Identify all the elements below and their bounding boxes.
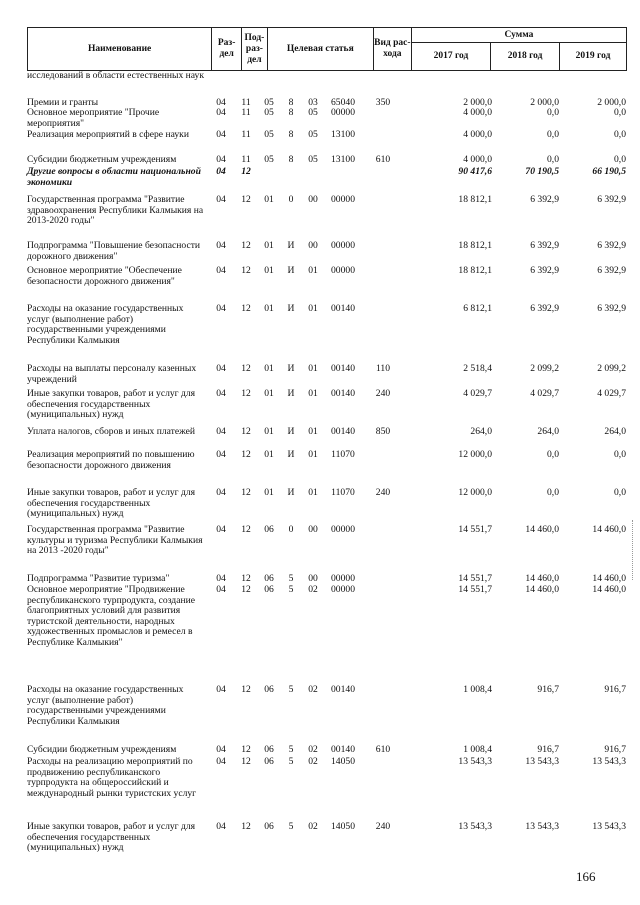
cell-podrazdel: 12 [241, 821, 251, 832]
cell-cs-direction: 00140 [331, 744, 355, 755]
cell-sum-2019: 6 392,9 [597, 265, 626, 276]
cell-cs-program: 01 [264, 194, 274, 205]
cell-sum-2017: 2 518,4 [463, 363, 492, 374]
cell-cs-program: 05 [264, 129, 274, 140]
cell-cs-subprogram: 5 [288, 584, 294, 595]
cell-sum-2019: 6 392,9 [597, 240, 626, 251]
cell-razdel: 04 [216, 573, 226, 584]
cell-cs-event: 00 [308, 573, 318, 584]
cell-cs-subprogram: 8 [288, 97, 294, 108]
cell-podrazdel: 12 [241, 684, 251, 695]
cell-cs-subprogram: 8 [288, 129, 294, 140]
cell-razdel: 04 [216, 524, 226, 535]
cell-razdel: 04 [216, 154, 226, 165]
cell-cs-subprogram: И [287, 240, 295, 251]
cell-cs-direction: 13100 [331, 129, 355, 140]
cell-sum-2019: 916,7 [604, 744, 626, 755]
cell-sum-2018: 14 460,0 [525, 524, 559, 535]
cell-sum-2018: 6 392,9 [530, 265, 559, 276]
cell-cs-subprogram: И [287, 426, 295, 437]
cell-cs-direction: 00000 [331, 107, 355, 118]
cell-cs-direction: 00000 [331, 584, 355, 595]
row-name: Субсидии бюджетным учреждениям [27, 744, 177, 755]
cell-sum-2019: 2 000,0 [597, 97, 626, 108]
cell-sum-2019: 264,0 [604, 426, 626, 437]
cell-podrazdel: 12 [241, 194, 251, 205]
cell-cs-event: 05 [308, 129, 318, 140]
cell-razdel: 04 [216, 240, 226, 251]
cell-sum-2018: 6 392,9 [530, 303, 559, 314]
cell-podrazdel: 12 [241, 744, 251, 755]
cell-cs-subprogram: И [287, 487, 295, 498]
cell-sum-2018: 6 392,9 [530, 194, 559, 205]
cell-cs-program: 06 [264, 756, 274, 767]
cell-podrazdel: 11 [241, 129, 251, 140]
cell-sum-2018: 0,0 [547, 107, 559, 118]
cell-cs-program: 05 [264, 97, 274, 108]
row-name: Субсидии бюджетным учреждениям [27, 154, 177, 165]
cell-cs-direction: 11070 [331, 449, 355, 460]
cell-sum-2019: 916,7 [604, 684, 626, 695]
cell-cs-program: 05 [264, 154, 274, 165]
cell-sum-2017: 18 812,1 [458, 240, 492, 251]
cell-razdel: 04 [216, 166, 226, 177]
cell-cs-event: 01 [308, 363, 318, 374]
cell-sum-2019: 4 029,7 [597, 388, 626, 399]
cell-cs-program: 01 [264, 426, 274, 437]
cell-sum-2019: 14 460,0 [592, 573, 626, 584]
header-2019: 2019 год [560, 43, 627, 71]
cell-podrazdel: 12 [241, 303, 251, 314]
cell-sum-2017: 12 000,0 [458, 487, 492, 498]
cell-razdel: 04 [216, 363, 226, 374]
cell-razdel: 04 [216, 303, 226, 314]
cell-cs-subprogram: И [287, 303, 295, 314]
cell-cs-program: 01 [264, 240, 274, 251]
cell-cs-program: 01 [264, 265, 274, 276]
cell-cs-subprogram: 5 [288, 756, 294, 767]
cell-vid: 350 [375, 97, 391, 108]
cell-razdel: 04 [216, 584, 226, 595]
row-name: Премии и гранты [27, 97, 99, 108]
cell-cs-event: 00 [308, 240, 318, 251]
row-name: Уплата налогов, сборов и иных платежей [27, 426, 196, 437]
cell-cs-program: 06 [264, 744, 274, 755]
cell-cs-event: 01 [308, 487, 318, 498]
cell-cs-program: 05 [264, 107, 274, 118]
row-name: Расходы на реализацию мероприятий по продвижению республиканского турпродукта на общероссийский и международный рынки туристских услуг [27, 756, 197, 799]
cell-cs-direction: 00140 [331, 426, 355, 437]
cell-sum-2018: 916,7 [537, 684, 559, 695]
cell-sum-2018: 264,0 [537, 426, 559, 437]
cell-cs-program: 01 [264, 449, 274, 460]
cell-cs-direction: 00140 [331, 684, 355, 695]
cell-sum-2019: 0,0 [614, 487, 626, 498]
header-podrazdel: Под-раз-дел [242, 28, 268, 71]
cell-razdel: 04 [216, 756, 226, 767]
cell-sum-2017: 12 000,0 [458, 449, 492, 460]
header-sum: Сумма [411, 28, 626, 43]
cell-podrazdel: 12 [241, 363, 251, 374]
cell-podrazdel: 12 [241, 524, 251, 535]
row-name: Подпрограмма "Развитие туризма" [27, 573, 170, 584]
cell-cs-direction: 00000 [331, 265, 355, 276]
cell-cs-program: 06 [264, 684, 274, 695]
cell-sum-2019: 6 392,9 [597, 303, 626, 314]
cell-sum-2017: 1 008,4 [463, 684, 492, 695]
cell-podrazdel: 12 [241, 265, 251, 276]
cell-podrazdel: 11 [241, 97, 251, 108]
cell-cs-program: 01 [264, 487, 274, 498]
cell-vid: 610 [375, 744, 391, 755]
cell-sum-2017: 4 029,7 [463, 388, 492, 399]
cell-sum-2019: 13 543,3 [592, 756, 626, 767]
cell-razdel: 04 [216, 97, 226, 108]
cell-razdel: 04 [216, 107, 226, 118]
cell-sum-2019: 0,0 [614, 154, 626, 165]
cell-vid: 240 [375, 487, 391, 498]
cell-sum-2019: 6 392,9 [597, 194, 626, 205]
table-header [27, 27, 627, 71]
row-name: Основное мероприятие "Продвижение республиканского турпродукта, создание благоприятных условий для развития туристской деятельности, народных художественных промыслов и ремесел в Республике Калмыкия" [27, 584, 195, 648]
cell-sum-2017: 14 551,7 [458, 524, 492, 535]
header-2017: 2017 год [411, 43, 490, 71]
cell-cs-event: 01 [308, 265, 318, 276]
cell-sum-2019: 14 460,0 [592, 584, 626, 595]
cell-razdel: 04 [216, 487, 226, 498]
row-name: исследований в области естественных наук [27, 70, 205, 81]
cell-cs-direction: 00000 [331, 573, 355, 584]
cell-cs-direction: 00000 [331, 240, 355, 251]
cell-cs-program: 06 [264, 821, 274, 832]
cell-sum-2018: 0,0 [547, 129, 559, 140]
cell-sum-2018: 916,7 [537, 744, 559, 755]
row-name: Другие вопросы в области национальной экономики [27, 166, 201, 188]
cell-sum-2018: 4 029,7 [530, 388, 559, 399]
cell-cs-event: 02 [308, 744, 318, 755]
cell-cs-direction: 13100 [331, 154, 355, 165]
cell-cs-direction: 00140 [331, 363, 355, 374]
cell-cs-program: 01 [264, 388, 274, 399]
header-razdel: Раз-дел [212, 28, 242, 71]
cell-podrazdel: 12 [241, 449, 251, 460]
row-name: Иные закупки товаров, работ и услуг для обеспечения государственных (муниципальных) нужд [27, 487, 196, 520]
row-name: Основное мероприятие "Прочие мероприятия" [27, 107, 160, 129]
cell-sum-2018: 14 460,0 [525, 584, 559, 595]
cell-razdel: 04 [216, 821, 226, 832]
row-name: Расходы на оказание государственных услуг (выполнение работ) государственными учреждениями Республики Калмыкия [27, 684, 184, 727]
cell-vid: 850 [375, 426, 391, 437]
cell-sum-2018: 0,0 [547, 449, 559, 460]
cell-sum-2018: 2 099,2 [530, 363, 559, 374]
cell-sum-2017: 14 551,7 [458, 584, 492, 595]
cell-cs-program: 06 [264, 524, 274, 535]
cell-razdel: 04 [216, 426, 226, 437]
cell-sum-2019: 13 543,3 [592, 821, 626, 832]
cell-podrazdel: 12 [241, 756, 251, 767]
cell-cs-direction: 14050 [331, 756, 355, 767]
row-name: Реализация мероприятий по повышению безопасности дорожного движения [27, 449, 195, 471]
cell-podrazdel: 12 [241, 166, 251, 177]
cell-sum-2017: 13 543,3 [458, 756, 492, 767]
cell-sum-2018: 0,0 [547, 154, 559, 165]
row-name: Расходы на оказание государственных услуг (выполнение работ) государственными учреждениями Республики Калмыкия [27, 303, 184, 346]
cell-cs-program: 01 [264, 303, 274, 314]
cell-sum-2018: 2 000,0 [530, 97, 559, 108]
cell-sum-2018: 13 543,3 [525, 821, 559, 832]
cell-sum-2017: 4 000,0 [463, 154, 492, 165]
cell-sum-2017: 6 812,1 [463, 303, 492, 314]
cell-cs-program: 06 [264, 584, 274, 595]
cell-sum-2017: 4 000,0 [463, 129, 492, 140]
cell-sum-2018: 13 543,3 [525, 756, 559, 767]
cell-podrazdel: 12 [241, 388, 251, 399]
cell-razdel: 04 [216, 129, 226, 140]
cell-cs-program: 06 [264, 573, 274, 584]
cell-sum-2019: 2 099,2 [597, 363, 626, 374]
cell-cs-subprogram: 5 [288, 821, 294, 832]
cell-vid: 610 [375, 154, 391, 165]
row-name: Иные закупки товаров, работ и услуг для обеспечения государственных (муниципальных) нужд [27, 821, 196, 854]
cell-sum-2019: 66 190,5 [592, 166, 626, 177]
cell-razdel: 04 [216, 684, 226, 695]
cell-razdel: 04 [216, 388, 226, 399]
cell-sum-2019: 0,0 [614, 129, 626, 140]
row-name: Реализация мероприятий в сфере науки [27, 129, 189, 140]
header-vid: Вид рас-хода [373, 28, 411, 71]
cell-cs-direction: 11070 [331, 487, 355, 498]
cell-cs-direction: 00000 [331, 194, 355, 205]
cell-vid: 110 [375, 363, 391, 374]
cell-podrazdel: 12 [241, 573, 251, 584]
row-name: Государственная программа "Развитие здравоохранения Республики Калмыкия на 2013-2020 годы" [27, 194, 204, 227]
cell-cs-event: 02 [308, 684, 318, 695]
cell-sum-2017: 264,0 [470, 426, 492, 437]
cell-cs-event: 01 [308, 303, 318, 314]
cell-cs-event: 00 [308, 194, 318, 205]
cell-sum-2017: 2 000,0 [463, 97, 492, 108]
cell-vid: 240 [375, 388, 391, 399]
cell-sum-2017: 90 417,6 [458, 166, 492, 177]
cell-podrazdel: 12 [241, 487, 251, 498]
cell-cs-event: 05 [308, 154, 318, 165]
cell-cs-event: 02 [308, 756, 318, 767]
cell-sum-2018: 0,0 [547, 487, 559, 498]
row-name: Государственная программа "Развитие культуры и туризма Республики Калмыкия на 2013 -2020 годы" [27, 524, 203, 557]
cell-cs-event: 03 [308, 97, 318, 108]
cell-cs-subprogram: И [287, 265, 295, 276]
cell-cs-event: 02 [308, 821, 318, 832]
cell-cs-event: 01 [308, 449, 318, 460]
cell-cs-event: 01 [308, 426, 318, 437]
cell-razdel: 04 [216, 449, 226, 460]
row-name: Иные закупки товаров, работ и услуг для обеспечения государственных (муниципальных) нужд [27, 388, 196, 421]
header-name: Наименование [28, 28, 212, 71]
cell-cs-subprogram: 8 [288, 107, 294, 118]
cell-sum-2017: 4 000,0 [463, 107, 492, 118]
cell-cs-direction: 14050 [331, 821, 355, 832]
cell-cs-subprogram: 8 [288, 154, 294, 165]
row-name: Основное мероприятие "Обеспечение безопасности дорожного движения" [27, 265, 182, 287]
cell-sum-2017: 14 551,7 [458, 573, 492, 584]
cell-podrazdel: 12 [241, 240, 251, 251]
cell-cs-subprogram: И [287, 388, 295, 399]
cell-cs-direction: 65040 [331, 97, 355, 108]
cell-sum-2017: 18 812,1 [458, 194, 492, 205]
cell-sum-2017: 18 812,1 [458, 265, 492, 276]
cell-sum-2019: 14 460,0 [592, 524, 626, 535]
cell-sum-2019: 0,0 [614, 449, 626, 460]
cell-cs-subprogram: 0 [288, 194, 294, 205]
header-2018: 2018 год [491, 43, 560, 71]
cell-cs-direction: 00000 [331, 524, 355, 535]
cell-razdel: 04 [216, 265, 226, 276]
cell-sum-2019: 0,0 [614, 107, 626, 118]
scan-edge-mark [632, 520, 635, 580]
cell-cs-event: 05 [308, 107, 318, 118]
cell-cs-direction: 00140 [331, 388, 355, 399]
cell-podrazdel: 12 [241, 584, 251, 595]
cell-razdel: 04 [216, 194, 226, 205]
cell-sum-2018: 6 392,9 [530, 240, 559, 251]
cell-sum-2017: 1 008,4 [463, 744, 492, 755]
cell-sum-2018: 14 460,0 [525, 573, 559, 584]
row-name: Подпрограмма "Повышение безопасности дорожного движения" [27, 240, 201, 262]
cell-cs-direction: 00140 [331, 303, 355, 314]
cell-cs-subprogram: 5 [288, 684, 294, 695]
cell-cs-subprogram: И [287, 449, 295, 460]
cell-razdel: 04 [216, 744, 226, 755]
cell-sum-2018: 70 190,5 [525, 166, 559, 177]
cell-cs-subprogram: И [287, 363, 295, 374]
cell-sum-2017: 13 543,3 [458, 821, 492, 832]
page-number: 166 [576, 869, 596, 884]
cell-podrazdel: 11 [241, 107, 251, 118]
cell-cs-event: 01 [308, 388, 318, 399]
row-name: Расходы на выплаты персоналу казенных учреждений [27, 363, 197, 385]
cell-cs-subprogram: 0 [288, 524, 294, 535]
cell-cs-event: 00 [308, 524, 318, 535]
cell-podrazdel: 12 [241, 426, 251, 437]
cell-cs-subprogram: 5 [288, 573, 294, 584]
cell-cs-program: 01 [264, 363, 274, 374]
cell-vid: 240 [375, 821, 391, 832]
header-target: Целевая статья [267, 28, 373, 71]
cell-cs-event: 02 [308, 584, 318, 595]
cell-cs-subprogram: 5 [288, 744, 294, 755]
cell-podrazdel: 11 [241, 154, 251, 165]
